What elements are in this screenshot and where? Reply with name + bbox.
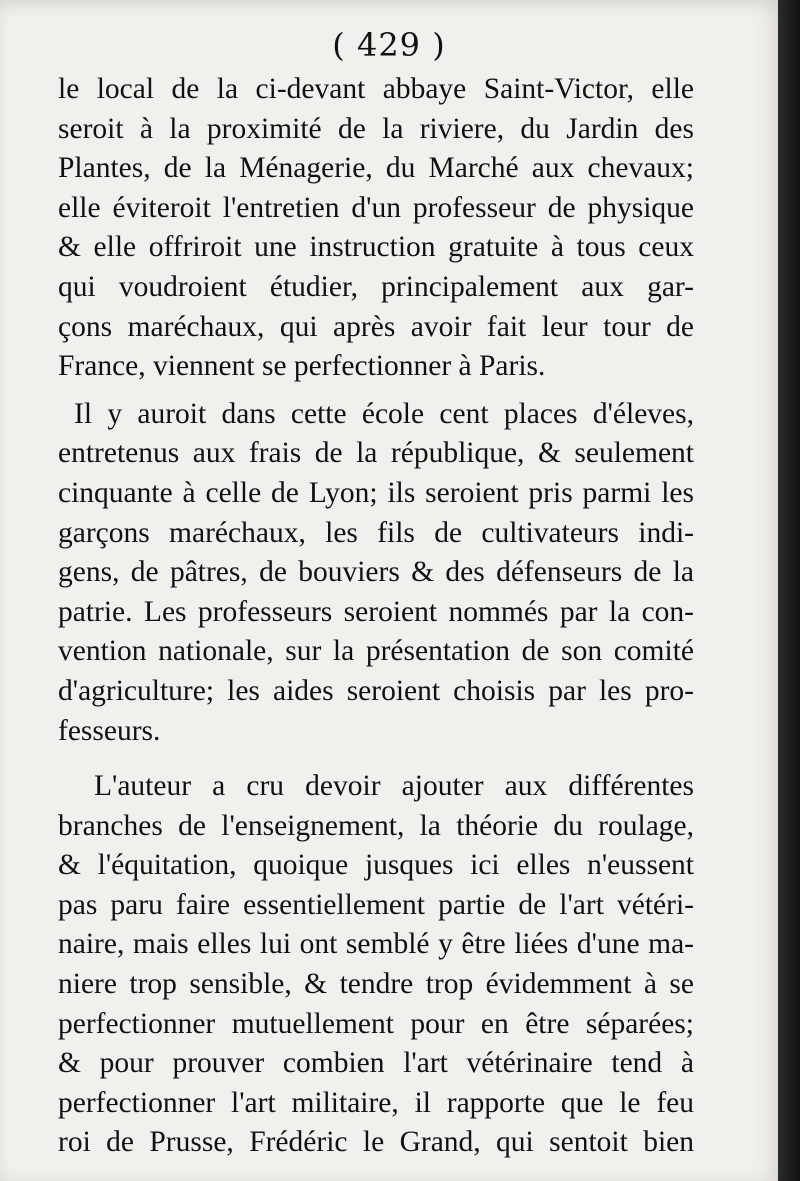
text-line: L'auteur a cru devoir ajouter aux différentes	[94, 770, 694, 803]
paragraph-1	[58, 70, 694, 387]
text-line: qui voudroient étudier, principalement aux gar-	[58, 270, 694, 303]
text-line: Plantes, de la Ménagerie, du Marché aux chevaux;	[58, 152, 694, 185]
paragraph-3	[58, 767, 694, 1163]
paragraph-gap	[58, 387, 694, 395]
text-line: elle éviteroit l'entretien d'un professeur de physique	[58, 191, 694, 224]
text-line: patrie. Les professeurs seroient nommés par la con-	[58, 595, 694, 628]
scan-edge	[778, 0, 800, 1181]
text-line: vention nationale, sur la présentation de son comité	[58, 635, 694, 668]
text-line: perfectionner mutuellement pour en être séparées;	[58, 1007, 694, 1040]
text-line: gens, de pâtres, de bouviers & des défenseurs de la	[58, 556, 694, 589]
text-line: & l'équitation, quoique jusques ici elles n'eussent	[58, 849, 694, 882]
text-line: le local de la ci-devant abbaye Saint-Victor, elle	[58, 73, 694, 105]
text-line: pas paru faire essentiellement partie de l'art vétéri-	[58, 888, 694, 921]
text-line: & pour prouver combien l'art vétérinaire tend à	[58, 1047, 694, 1080]
text-line: branches de l'enseignement, la théorie du roulage,	[58, 809, 694, 842]
page-number: ( 429 )	[332, 26, 446, 64]
paragraph-gap	[58, 751, 694, 767]
text-line: & elle offriroit une instruction gratuite à tous ceux	[58, 231, 694, 264]
text-line: perfectionner l'art militaire, il rapporte que le feu	[58, 1086, 694, 1119]
paragraph-2	[58, 395, 694, 751]
text-line: cinquante à celle de Lyon; ils seroient pris parmi les	[58, 476, 694, 509]
text-line: entretenus aux frais de la république, & seulement	[58, 437, 694, 470]
text-line: çons maréchaux, qui après avoir fait leur tour de	[58, 310, 694, 343]
text-line: naire, mais elles lui ont semblé y être liées d'une ma-	[58, 928, 694, 961]
text-line: France, viennent se perfectionner à Paris.	[58, 350, 546, 383]
text-line: niere trop sensible, & tendre trop évidemment à se	[58, 968, 694, 1001]
text-line: roi de Prusse, Frédéric le Grand, qui sentoit bien	[58, 1126, 694, 1159]
body-text	[58, 70, 694, 1163]
text-line: fesseurs.	[58, 714, 161, 747]
text-line: Il y auroit dans cette école cent places d'éleves,	[74, 397, 694, 430]
text-line: seroit à la proximité de la riviere, du Jardin des	[58, 112, 694, 145]
text-line: garçons maréchaux, les fils de cultivateurs indi-	[58, 516, 694, 549]
text-line: d'agriculture; les aides seroient choisis par les pro-	[58, 674, 694, 707]
